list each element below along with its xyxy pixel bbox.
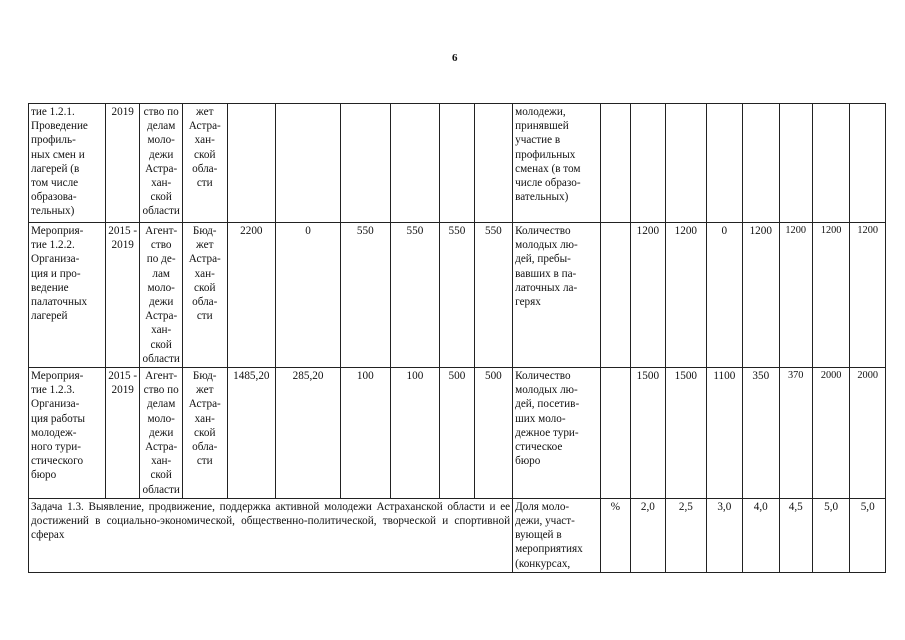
value-cell	[630, 104, 665, 223]
value-cell	[779, 104, 812, 223]
funding-cell: 550	[340, 223, 390, 368]
value-cell: 4,5	[779, 498, 812, 572]
value-cell: 1200	[812, 223, 849, 368]
funding-cell: 500	[440, 368, 474, 499]
value-cell: 3,0	[706, 498, 742, 572]
task-row	[29, 498, 886, 572]
value-cell: 2000	[850, 368, 886, 499]
funding-cell: 2200	[227, 223, 276, 368]
indicator-cell: молодежи, принявшей участие в профильных сменах (в том числе образо- вательных)	[513, 104, 601, 223]
funding-cell	[474, 104, 512, 223]
indicator-cell: Доля моло- дежи, участ- вующей в мероприятиях (конкурсах,	[513, 498, 601, 572]
period-cell: 2015 - 2019	[105, 223, 139, 368]
funding-cell: 100	[340, 368, 390, 499]
value-cell: 0	[706, 223, 742, 368]
value-cell: 1200	[743, 223, 779, 368]
event-cell: Мероприя- тие 1.2.3. Организа- ция работы молодеж- ного тури- стического бюро	[29, 368, 106, 499]
funding-cell	[276, 104, 341, 223]
executor-cell: Агент- ство по де- лам моло- дежи Астра- хан- ской области	[140, 223, 183, 368]
value-cell: 4,0	[743, 498, 779, 572]
value-cell: 1100	[706, 368, 742, 499]
period-cell: 2015 - 2019	[105, 368, 139, 499]
task-description: Задача 1.3. Выявление, продвижение, поддержка активной молодежи Астраханской области и ее достижений в социально-экономической, общественно-политической, творческой и спортивной сферах	[29, 498, 513, 572]
funding-cell: 500	[474, 368, 512, 499]
funding-cell: 550	[474, 223, 512, 368]
value-cell: 2,0	[630, 498, 665, 572]
value-cell: 1200	[779, 223, 812, 368]
table-row	[29, 368, 886, 499]
value-cell: 1500	[666, 368, 707, 499]
funding-cell	[227, 104, 276, 223]
executor-cell: ство по делам моло- дежи Астра- хан- ской области	[140, 104, 183, 223]
value-cell: 5,0	[812, 498, 849, 572]
table-row	[29, 104, 886, 223]
funding-cell	[440, 104, 474, 223]
value-cell: 370	[779, 368, 812, 499]
value-cell	[706, 104, 742, 223]
unit-cell: %	[601, 498, 630, 572]
value-cell: 350	[743, 368, 779, 499]
period-cell: 2019	[105, 104, 139, 223]
funding-cell	[340, 104, 390, 223]
source-cell: Бюд- жет Астра- хан- ской обла- сти	[182, 368, 227, 499]
value-cell	[743, 104, 779, 223]
event-cell: тие 1.2.1. Проведение профиль- ных смен и лагерей (в том числе образова- тельных)	[29, 104, 106, 223]
indicator-cell: Количество молодых лю- дей, посетив- ших моло- дежное тури- стическое бюро	[513, 368, 601, 499]
funding-cell: 550	[440, 223, 474, 368]
program-table	[28, 103, 886, 573]
unit-cell	[601, 223, 630, 368]
source-cell: жет Астра- хан- ской обла- сти	[182, 104, 227, 223]
source-cell: Бюд- жет Астра- хан- ской обла- сти	[182, 223, 227, 368]
executor-cell: Агент- ство по делам моло- дежи Астра- хан- ской области	[140, 368, 183, 499]
value-cell: 1200	[666, 223, 707, 368]
indicator-cell: Количество молодых лю- дей, пребы- вавших в па- латочных ла- герях	[513, 223, 601, 368]
table-row	[29, 223, 886, 368]
event-cell: Мероприя- тие 1.2.2. Организа- ция и про- ведение палаточных лагерей	[29, 223, 106, 368]
value-cell	[812, 104, 849, 223]
funding-cell	[390, 104, 440, 223]
funding-cell: 0	[276, 223, 341, 368]
funding-cell: 100	[390, 368, 440, 499]
value-cell: 5,0	[850, 498, 886, 572]
unit-cell	[601, 368, 630, 499]
funding-cell: 1485,20	[227, 368, 276, 499]
value-cell: 1200	[850, 223, 886, 368]
funding-cell: 550	[390, 223, 440, 368]
funding-cell: 285,20	[276, 368, 341, 499]
page-number: 6	[452, 52, 458, 64]
unit-cell	[601, 104, 630, 223]
value-cell: 1200	[630, 223, 665, 368]
value-cell	[850, 104, 886, 223]
value-cell	[666, 104, 707, 223]
value-cell: 1500	[630, 368, 665, 499]
value-cell: 2000	[812, 368, 849, 499]
value-cell: 2,5	[666, 498, 707, 572]
